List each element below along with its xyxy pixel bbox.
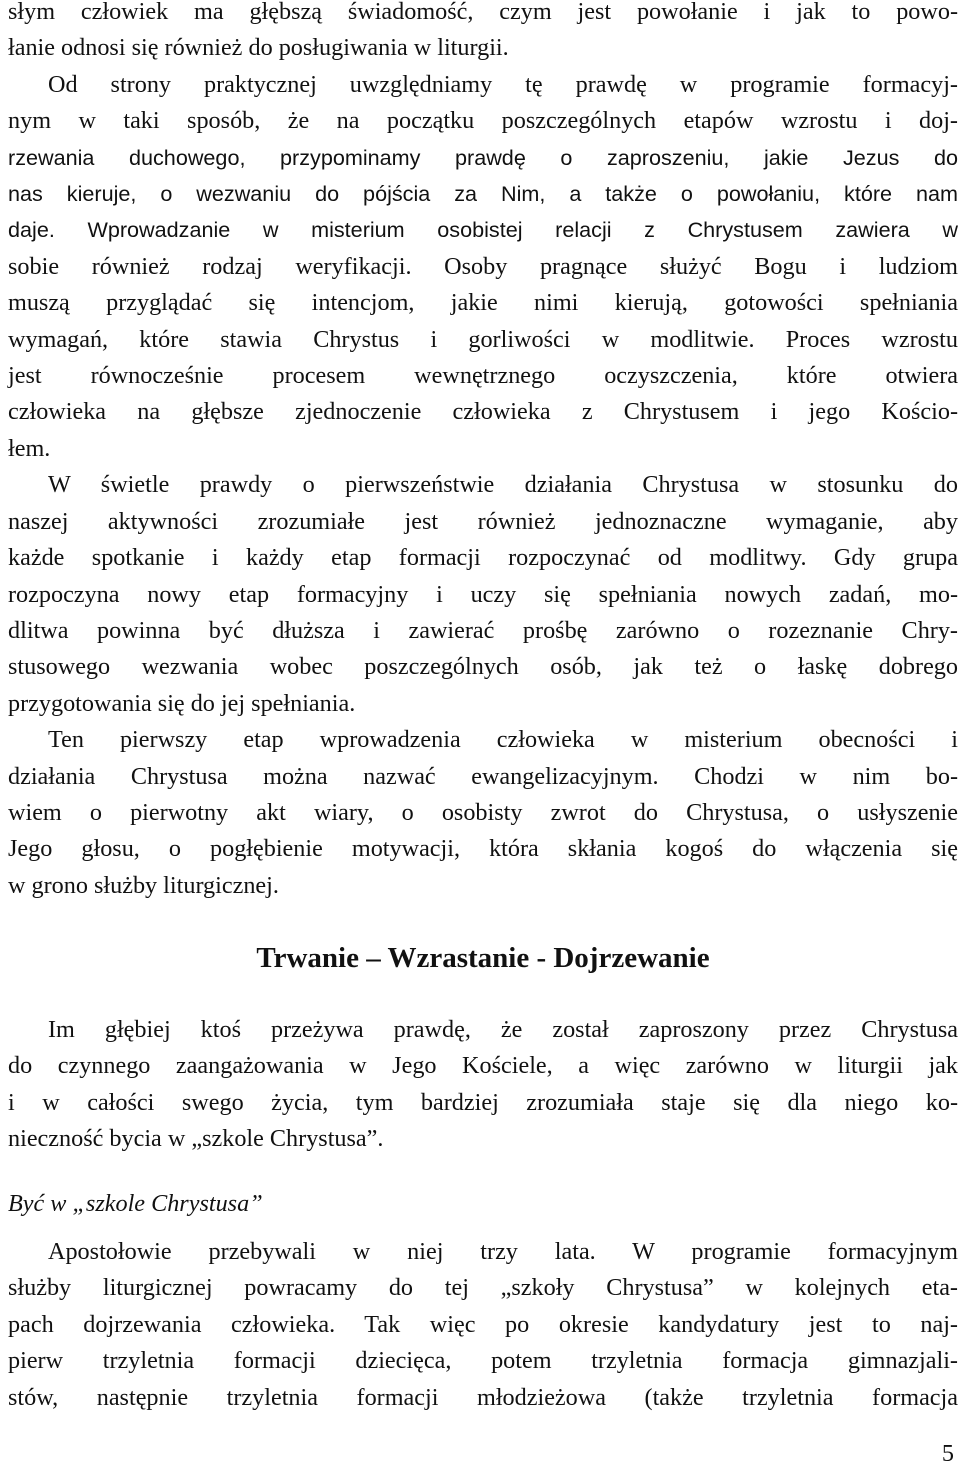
text-line: i w całości swego życia, tym bardziej zrozumiała staje się dla niego ko- (8, 1088, 958, 1116)
text-line: człowieka na głębsze zjednoczenie człowieka z Chrystusem i jego Kościo- (8, 398, 958, 426)
text-block-3 (8, 1234, 958, 1416)
text-line: nieczność bycia w „szkole Chrystusa”. (8, 1125, 384, 1153)
text-line: Od strony praktycznej uwzględniamy tę prawdę w programie formacyj- (48, 70, 958, 98)
text-line: pierw trzyletnia formacji dziecięca, potem trzyletnia formacja gimnazjali- (8, 1347, 958, 1375)
text-line: wiem o pierwotny akt wiary, o osobisty zwrot do Chrystusa, o usłyszenie (8, 798, 958, 826)
body-paragraphs-2 (8, 1012, 958, 1158)
text-line: rozpoczyna nowy etap formacyjny i uczy się spełniania nowych zadań, mo- (8, 580, 958, 608)
text-block-1 (8, 0, 958, 904)
text-block-2 (8, 1012, 958, 1158)
text-line: łanie odnosi się również do posługiwania w liturgii. (8, 34, 509, 62)
text-line: dlitwa powinna być dłuższa i zawierać prośbę zarówno o rozeznanie Chry- (8, 616, 958, 644)
text-line: Ten pierwszy etap wprowadzenia człowieka w misterium obecności i (48, 726, 958, 754)
text-line: muszą przyglądać się intencjom, jakie nimi kierują, gotowości spełniania (8, 289, 958, 317)
text-line: w grono służby liturgicznej. (8, 871, 279, 899)
text-line: każde spotkanie i każdy etap formacji rozpoczynać od modlitwy. Gdy grupa (8, 544, 958, 572)
text-line: słym człowiek ma głębszą świadomość, czym jest powołanie i jak to powo- (8, 0, 958, 25)
page-number: 5 (941, 1440, 954, 1467)
text-line: przygotowania się do jej spełniania. (8, 689, 356, 717)
text-line: łem. (8, 434, 51, 462)
text-line: Jego głosu, o pogłębienie motywacji, która skłania kogoś do włączenia się (8, 835, 958, 863)
text-line: daje. Wprowadzanie w misterium osobistej relacji z Chrystusem zawiera w (8, 217, 958, 243)
text-line: pach dojrzewania człowieka. Tak więc po okresie kandydatury jest to naj- (8, 1310, 958, 1338)
text-line: stusowego wezwania wobec poszczególnych osób, jak też o łaskę dobrego (8, 653, 958, 681)
body-paragraphs-3 (8, 1234, 958, 1416)
text-line: Apostołowie przebywali w niej trzy lata. W programie formacyjnym (48, 1238, 958, 1265)
text-line: W świetle prawdy o pierwszeństwie działania Chrystusa w stosunku do (48, 471, 958, 499)
text-line: stów, następnie trzyletnia formacji młodzieżowa (także trzyletnia formacja (8, 1383, 958, 1411)
text-line: jest równocześnie procesem wewnętrznego oczyszczenia, które otwiera (8, 362, 958, 390)
text-line: nym w taki sposób, że na początku poszczególnych etapów wzrostu i doj- (8, 107, 958, 135)
text-line: działania Chrystusa można nazwać ewangelizacyjnym. Chodzi w nim bo- (8, 762, 958, 790)
section-heading: Trwanie – Wzrastanie - Dojrzewanie (256, 942, 710, 974)
text-line: Im głębiej ktoś przeżywa prawdę, że został zaproszony przez Chrystusa (48, 1016, 958, 1043)
text-line: naszej aktywności zrozumiałe jest również jednoznaczne wymaganie, aby (8, 507, 958, 535)
text-line: rzewania duchowego, przypominamy prawdę o zaproszeniu, jakie Jezus do (8, 144, 958, 170)
subsection-heading: Być w „szkole Chrystusa” (8, 1190, 263, 1217)
body-paragraphs-1 (8, 0, 958, 904)
text-line: służby liturgicznej powracamy do tej „szkoły Chrystusa” w kolejnych eta- (8, 1274, 958, 1302)
text-line: do czynnego zaangażowania w Jego Kościele, a więc zarówno w liturgii jak (8, 1052, 958, 1080)
text-line: sobie również rodzaj weryfikacji. Osoby pragnące służyć Bogu i ludziom (8, 252, 958, 280)
text-line: wymagań, które stawia Chrystus i gorliwości w modlitwie. Proces wzrostu (8, 325, 958, 353)
text-line: nas kieruje, o wezwaniu do pójścia za Nim, a także o powołaniu, które nam (8, 181, 958, 207)
